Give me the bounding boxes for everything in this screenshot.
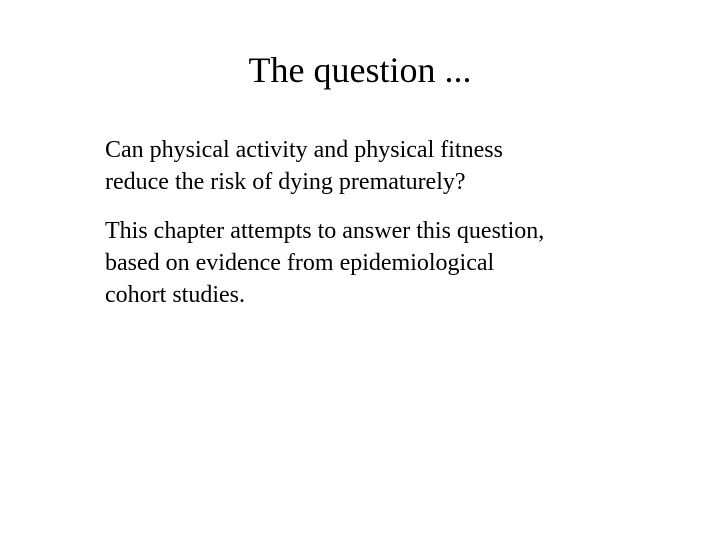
chapter-line-1: This chapter attempts to answer this question, — [105, 218, 545, 244]
chapter-paragraph — [105, 215, 625, 311]
question-line-2: reduce the risk of dying prematurely? — [105, 169, 466, 195]
chapter-line-2: based on evidence from epidemiological — [105, 250, 495, 276]
slide-body — [105, 134, 625, 328]
question-paragraph — [105, 134, 625, 198]
question-line-1: Can physical activity and physical fitness — [105, 137, 503, 163]
slide-title: The question ... — [248, 50, 472, 90]
chapter-line-3: cohort studies. — [105, 282, 245, 308]
